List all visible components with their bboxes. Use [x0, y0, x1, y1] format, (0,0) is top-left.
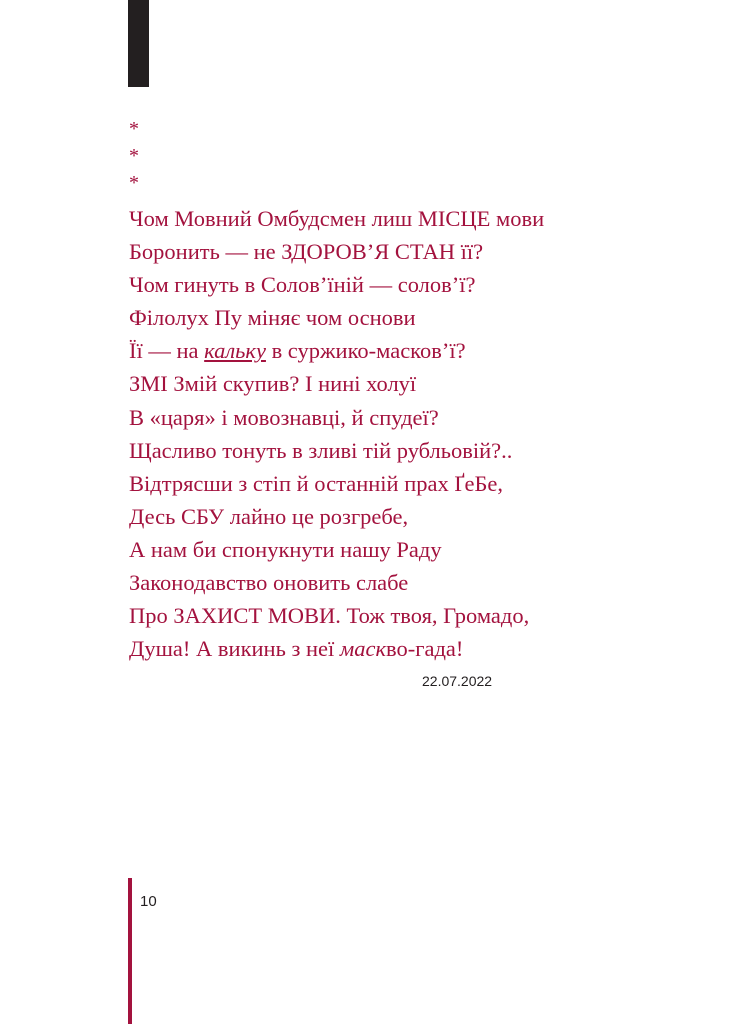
poem-line-text: Щасливо тонуть в зливі тій рубльовій?.. [129, 437, 513, 463]
poem-line-text: Душа! А викинь з неї [129, 636, 340, 662]
star-ornament [129, 116, 139, 197]
poem-line-text: во-гада! [386, 636, 464, 662]
poem-line-6 [129, 367, 689, 400]
poem-line-text: Філолух Пу міняє чом основи [129, 305, 416, 331]
page-number: 10 [140, 893, 157, 910]
poem-emphasis-kalku: кальку [204, 338, 266, 364]
poem-line-1 [129, 202, 689, 235]
poem-line-text: Чом Мовний Омбудсмен лиш МІСЦЕ мови [129, 206, 545, 231]
poem-line-10 [129, 500, 689, 533]
poem-emphasis-mask: маск [339, 636, 387, 662]
poem-date: 22.07.2022 [422, 673, 493, 689]
poem-line-text: Десь СБУ лайно це розгребе, [129, 503, 409, 529]
poem-line-14 [129, 632, 689, 665]
poem-line-2 [129, 235, 689, 268]
poem-line-text: Відтрясши з стіп й останній прах ҐеБе, [129, 470, 503, 496]
poem-line-text: Чом гинуть в Солов’їній — солов’ї? [129, 272, 476, 298]
poem-line-8 [129, 434, 689, 467]
poem [129, 202, 689, 665]
poem-line-text: Про ЗАХИСТ МОВИ. Тож твоя, Громадо, [129, 603, 530, 629]
poem-line-13 [129, 599, 689, 632]
poem-line-7 [129, 401, 689, 434]
poem-line-text: В «царя» і мовознавці, й спудеї? [129, 404, 439, 430]
header-bar [128, 0, 149, 87]
poem-line-text: ЗМІ Змій скупив? І нині холуї [129, 371, 417, 397]
poem-line-3 [129, 268, 689, 301]
poem-line-9 [129, 467, 689, 500]
poem-line-text: Законодавство оновить слабе [129, 570, 409, 596]
star-1: * [129, 118, 139, 140]
star-3: * [129, 172, 139, 194]
poem-line-text: в суржико-масков’ї? [265, 338, 466, 364]
star-2: * [129, 145, 139, 167]
poem-line-11 [129, 533, 689, 566]
poem-line-text: Боронить — не ЗДОРОВ’Я СТАН її? [129, 239, 484, 265]
poem-line-12 [129, 566, 689, 599]
footer-bar [128, 878, 132, 1024]
poem-line-4 [129, 301, 689, 334]
poem-line-text: Її — на [129, 338, 205, 364]
poem-line-5 [129, 334, 689, 367]
poem-line-text: А нам би спонукнути нашу Раду [129, 536, 442, 562]
